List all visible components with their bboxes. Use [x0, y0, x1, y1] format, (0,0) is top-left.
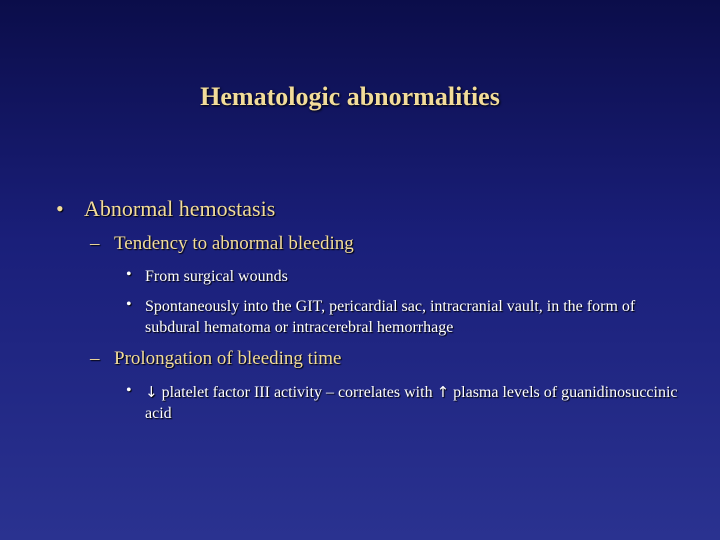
bullet-marker: •	[126, 296, 132, 313]
down-arrow-icon: ↓	[145, 383, 158, 401]
detail-text: From surgical wounds	[145, 268, 288, 285]
detail-text: Spontaneously into the GIT, pericardial sac, intracranial vault, in the form of subdural hematoma or intracerebral hemorrhage	[145, 298, 636, 336]
slide-title: Hematologic abnormalities	[200, 82, 500, 111]
bullet-text: Abnormal hemostasis	[84, 196, 276, 221]
bullet-marker: •	[56, 196, 64, 221]
bullet-marker: •	[126, 382, 132, 399]
detail-text-part1: platelet factor III activity – correlates with	[161, 384, 433, 401]
subbullet-text: Tendency to abnormal bleeding	[114, 233, 354, 254]
up-arrow-icon: ↑	[436, 383, 450, 401]
dash-marker: –	[90, 233, 100, 254]
dash-marker: –	[90, 348, 100, 369]
bullet-marker: •	[126, 266, 132, 283]
detail-text-part2: plasma levels of guanidinosuccinic acid	[145, 384, 678, 422]
subbullet-text: Prolongation of bleeding time	[114, 348, 342, 369]
detail-text	[145, 382, 685, 424]
